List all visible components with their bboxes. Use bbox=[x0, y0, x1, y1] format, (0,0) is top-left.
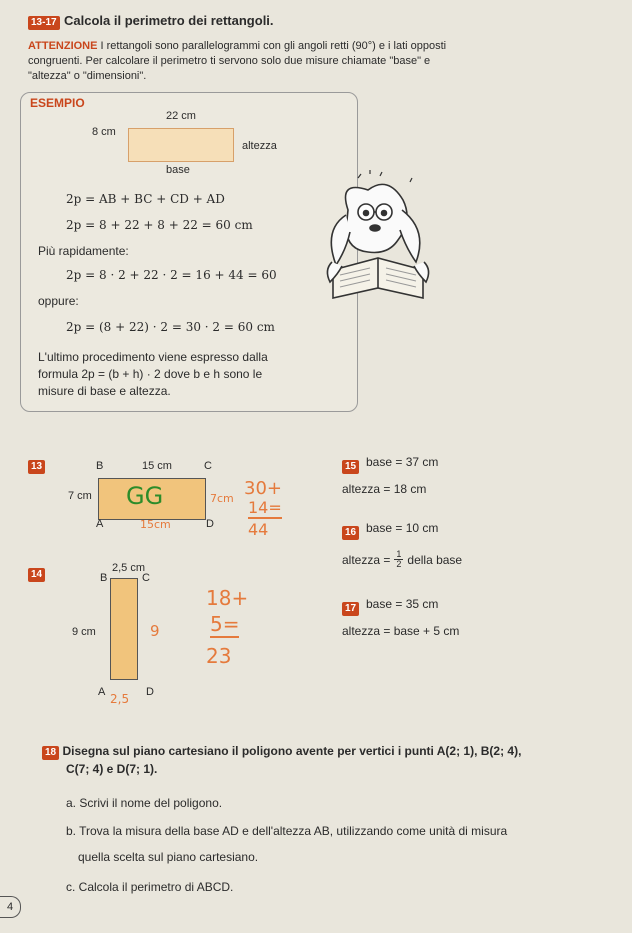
example-top-measure: 22 cm bbox=[166, 110, 196, 122]
example-label: ESEMPIO bbox=[30, 96, 85, 110]
ex15-number: 15 bbox=[342, 456, 359, 474]
ex18-part-b-1: b. Trova la misura della base AD e dell'altezza AB, utilizzando come unità di misura bbox=[66, 824, 508, 838]
ex18-line-1: 18 Disegna sul piano cartesiano il poligono avente per vertici i punti A(2; 1), B(2; 4), bbox=[42, 744, 521, 760]
ex16-number: 16 bbox=[342, 522, 359, 540]
example-formula-4: 2p = (8 + 22) · 2 = 30 · 2 = 60 cm bbox=[66, 320, 275, 334]
ex14-vertex-a: A bbox=[98, 686, 106, 698]
ex18-part-a: a. Scrivi il nome del poligono. bbox=[66, 796, 223, 810]
example-formula-2: 2p = 8 + 22 + 8 + 22 = 60 cm bbox=[66, 218, 253, 232]
ex16-base: base = 10 cm bbox=[366, 521, 439, 535]
example-formula-1: 2p = AB + BC + CD + AD bbox=[66, 192, 225, 206]
ex17-height: altezza = base + 5 cm bbox=[342, 624, 460, 638]
ex13-vertex-b: B bbox=[96, 460, 104, 472]
ex17-number: 17 bbox=[342, 598, 359, 616]
header bbox=[28, 12, 274, 30]
ex13-vertex-a: A bbox=[96, 518, 104, 530]
ex14-vertex-d: D bbox=[146, 686, 154, 698]
ex16-fraction: $\frac{1}{2}$ bbox=[396, 549, 402, 569]
example-left-measure: 8 cm bbox=[92, 126, 116, 138]
ex13-handwritten-right: 7cm bbox=[210, 492, 234, 505]
example-right-label: altezza bbox=[242, 140, 277, 152]
ex14-vertex-c: C bbox=[142, 572, 150, 584]
ex14-handwritten-sum-1: 18+ bbox=[206, 586, 249, 610]
ex14-number: 14 bbox=[28, 564, 45, 582]
example-faster: Più rapidamente: bbox=[38, 244, 129, 258]
ex14-left-measure: 9 cm bbox=[72, 626, 96, 638]
attention-line-1 bbox=[28, 40, 446, 52]
example-bottom-label: base bbox=[166, 164, 190, 176]
ex14-handwritten-sum-2: 5= bbox=[210, 612, 240, 636]
ex18-part-b-2: quella scelta sul piano cartesiano. bbox=[78, 850, 259, 864]
exercise-range-badge: 13-17 bbox=[28, 16, 60, 30]
ex14-rectangle bbox=[110, 578, 138, 680]
ex13-top-measure: 15 cm bbox=[142, 460, 172, 472]
ex13-handwritten-sum-3: 44 bbox=[248, 520, 269, 539]
ex14-handwritten-bottom: 2,5 bbox=[110, 692, 130, 706]
ex18-part-c: c. Calcola il perimetro di ABCD. bbox=[66, 880, 234, 894]
attention-text-3: "altezza" o "dimensioni". bbox=[28, 70, 147, 82]
example-conclusion-1: L'ultimo procedimento viene espresso dalla bbox=[38, 350, 268, 364]
example-conclusion-2: formula 2p = (b + h) · 2 dove b e h sono le bbox=[38, 367, 263, 381]
ex13-vertex-c: C bbox=[204, 460, 212, 472]
ex13-handwritten-bottom: 15cm bbox=[140, 518, 171, 531]
example-rectangle bbox=[128, 128, 234, 162]
ex18-line-2: C(7; 4) e D(7; 1). bbox=[66, 762, 158, 776]
ex16-height: altezza = $\frac{1}{2}$ della base bbox=[342, 549, 463, 569]
ex13-left-measure: 7 cm bbox=[68, 490, 92, 502]
ex14-handwritten-sum-3: 23 bbox=[206, 644, 232, 668]
example-formula-3: 2p = 8 · 2 + 22 · 2 = 16 + 44 = 60 bbox=[66, 268, 277, 282]
ex13-vertex-d: D bbox=[206, 518, 214, 530]
ex17-base: base = 35 cm bbox=[366, 597, 439, 611]
attention-text-2: congruenti. Per calcolare il perimetro ti servono solo due misure chiamate "base" e bbox=[28, 55, 431, 67]
ex14-vertex-b: B bbox=[100, 572, 108, 584]
ex15-height: altezza = 18 cm bbox=[342, 482, 427, 496]
ex13-number: 13 bbox=[28, 456, 45, 474]
ex14-top-measure: 2,5 cm bbox=[112, 562, 146, 574]
margin-page-tab: 4 bbox=[0, 896, 21, 918]
example-or: oppure: bbox=[38, 294, 79, 308]
ex13-handwritten-sum-1: 30+ bbox=[244, 478, 282, 499]
page-title: Calcola il perimetro dei rettangoli. bbox=[64, 13, 274, 28]
ex13-handwritten-inside: GG bbox=[126, 482, 164, 510]
example-conclusion-3: misure di base e altezza. bbox=[38, 384, 171, 398]
attention-label: ATTENZIONE bbox=[28, 40, 98, 52]
attention-text-1: I rettangoli sono parallelogrammi con gli angoli retti (90°) e i lati opposti bbox=[100, 40, 447, 52]
dog-reading-illustration bbox=[318, 170, 438, 320]
ex14-handwritten-right: 9 bbox=[150, 622, 160, 640]
ex15-base: base = 37 cm bbox=[366, 455, 439, 469]
ex13-handwritten-sum-2: 14= bbox=[248, 498, 282, 517]
